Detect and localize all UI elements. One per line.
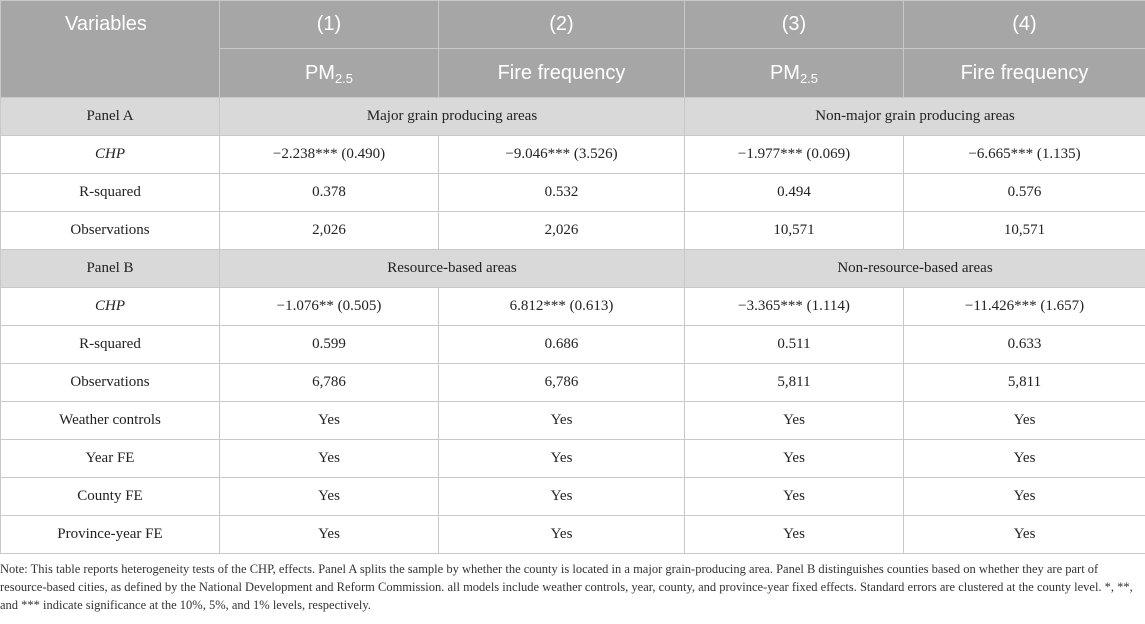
table-cell: −9.046*** (3.526) xyxy=(439,136,685,174)
table-row xyxy=(1,136,1145,174)
table-cell: Yes xyxy=(439,516,685,554)
table-cell: −6.665*** (1.135) xyxy=(904,136,1145,174)
table-cell: Yes xyxy=(685,402,904,440)
table-cell: 2,026 xyxy=(439,212,685,250)
table-cell: 0.686 xyxy=(439,326,685,364)
table-row xyxy=(1,402,1145,440)
row-label: Province-year FE xyxy=(1,516,220,554)
col-number-1: (1) xyxy=(220,1,439,49)
table-cell: 0.494 xyxy=(685,174,904,212)
panel-a-group1: Major grain producing areas xyxy=(220,98,685,136)
table-cell: Yes xyxy=(904,478,1145,516)
col-var-3: $PM_{2.5}$ xyxy=(685,49,904,98)
table-cell: Yes xyxy=(439,402,685,440)
table-cell: Yes xyxy=(220,440,439,478)
table-row xyxy=(1,212,1145,250)
table-cell: 0.576 xyxy=(904,174,1145,212)
table-cell: 5,811 xyxy=(685,364,904,402)
row-label: Observations xyxy=(1,212,220,250)
row-label: R-squared xyxy=(1,174,220,212)
table-cell: 5,811 xyxy=(904,364,1145,402)
table-cell: −1.076** (0.505) xyxy=(220,288,439,326)
panel-a-header xyxy=(1,98,1145,136)
panel-b-label: Panel B xyxy=(1,250,220,288)
col-var-2: Fire frequency xyxy=(439,49,685,98)
table-cell: 0.378 xyxy=(220,174,439,212)
table-cell: 6,786 xyxy=(220,364,439,402)
table-cell: Yes xyxy=(220,402,439,440)
table-cell: Yes xyxy=(904,402,1145,440)
table-cell: 2,026 xyxy=(220,212,439,250)
col-var-1: $PM_{2.5}$ xyxy=(220,49,439,98)
table-cell: −3.365*** (1.114) xyxy=(685,288,904,326)
table-row xyxy=(1,364,1145,402)
row-label: Observations xyxy=(1,364,220,402)
panel-b-group1: Resource-based areas xyxy=(220,250,685,288)
row-label: CHP xyxy=(1,136,220,174)
row-label: CHP xyxy=(1,288,220,326)
header-row-numbers xyxy=(1,1,1145,49)
variables-header: Variables xyxy=(1,1,220,98)
row-label: Year FE xyxy=(1,440,220,478)
table-cell: 6,786 xyxy=(439,364,685,402)
table-cell: Yes xyxy=(904,440,1145,478)
panel-a-group2: Non-major grain producing areas xyxy=(685,98,1145,136)
panel-b-group2: Non-resource-based areas xyxy=(685,250,1145,288)
table-cell: Yes xyxy=(685,478,904,516)
col-var-4: Fire frequency xyxy=(904,49,1145,98)
table-row xyxy=(1,440,1145,478)
table-cell: Yes xyxy=(439,440,685,478)
table-cell: Yes xyxy=(904,516,1145,554)
table-cell: 0.599 xyxy=(220,326,439,364)
table-row xyxy=(1,478,1145,516)
row-label: R-squared xyxy=(1,326,220,364)
table-row xyxy=(1,174,1145,212)
row-label: County FE xyxy=(1,478,220,516)
table-cell: 6.812*** (0.613) xyxy=(439,288,685,326)
table-cell: −1.977*** (0.069) xyxy=(685,136,904,174)
panel-a-label: Panel A xyxy=(1,98,220,136)
table-cell: Yes xyxy=(685,516,904,554)
col-number-3: (3) xyxy=(685,1,904,49)
table-cell: Yes xyxy=(220,516,439,554)
panel-b-header xyxy=(1,250,1145,288)
table-row xyxy=(1,516,1145,554)
table-row xyxy=(1,288,1145,326)
row-label: Weather controls xyxy=(1,402,220,440)
table-cell: 0.511 xyxy=(685,326,904,364)
col-number-2: (2) xyxy=(439,1,685,49)
table-cell: Yes xyxy=(220,478,439,516)
table-cell: −11.426*** (1.657) xyxy=(904,288,1145,326)
table-cell: 0.633 xyxy=(904,326,1145,364)
table-cell: Yes xyxy=(685,440,904,478)
table-cell: 10,571 xyxy=(904,212,1145,250)
table-row xyxy=(1,326,1145,364)
table-cell: −2.238*** (0.490) xyxy=(220,136,439,174)
table-note: Note: This table reports heterogeneity tests of the CHP, effects. Panel A splits the sample by whether the county is located in a major grain-producing area. Panel B distinguishes counties based on whether they are part of resource-based cities, as defined by the National Development and Reform Commission. all models include weather controls, year, county, and province-year fixed effects. Standard errors are clustered at the county level. *, **, and *** indicate significance at the 10%, 5%, and 1% levels, respectively. xyxy=(0,562,1133,612)
table-cell: 0.532 xyxy=(439,174,685,212)
table-cell: 10,571 xyxy=(685,212,904,250)
col-number-4: (4) xyxy=(904,1,1145,49)
table-cell: Yes xyxy=(439,478,685,516)
